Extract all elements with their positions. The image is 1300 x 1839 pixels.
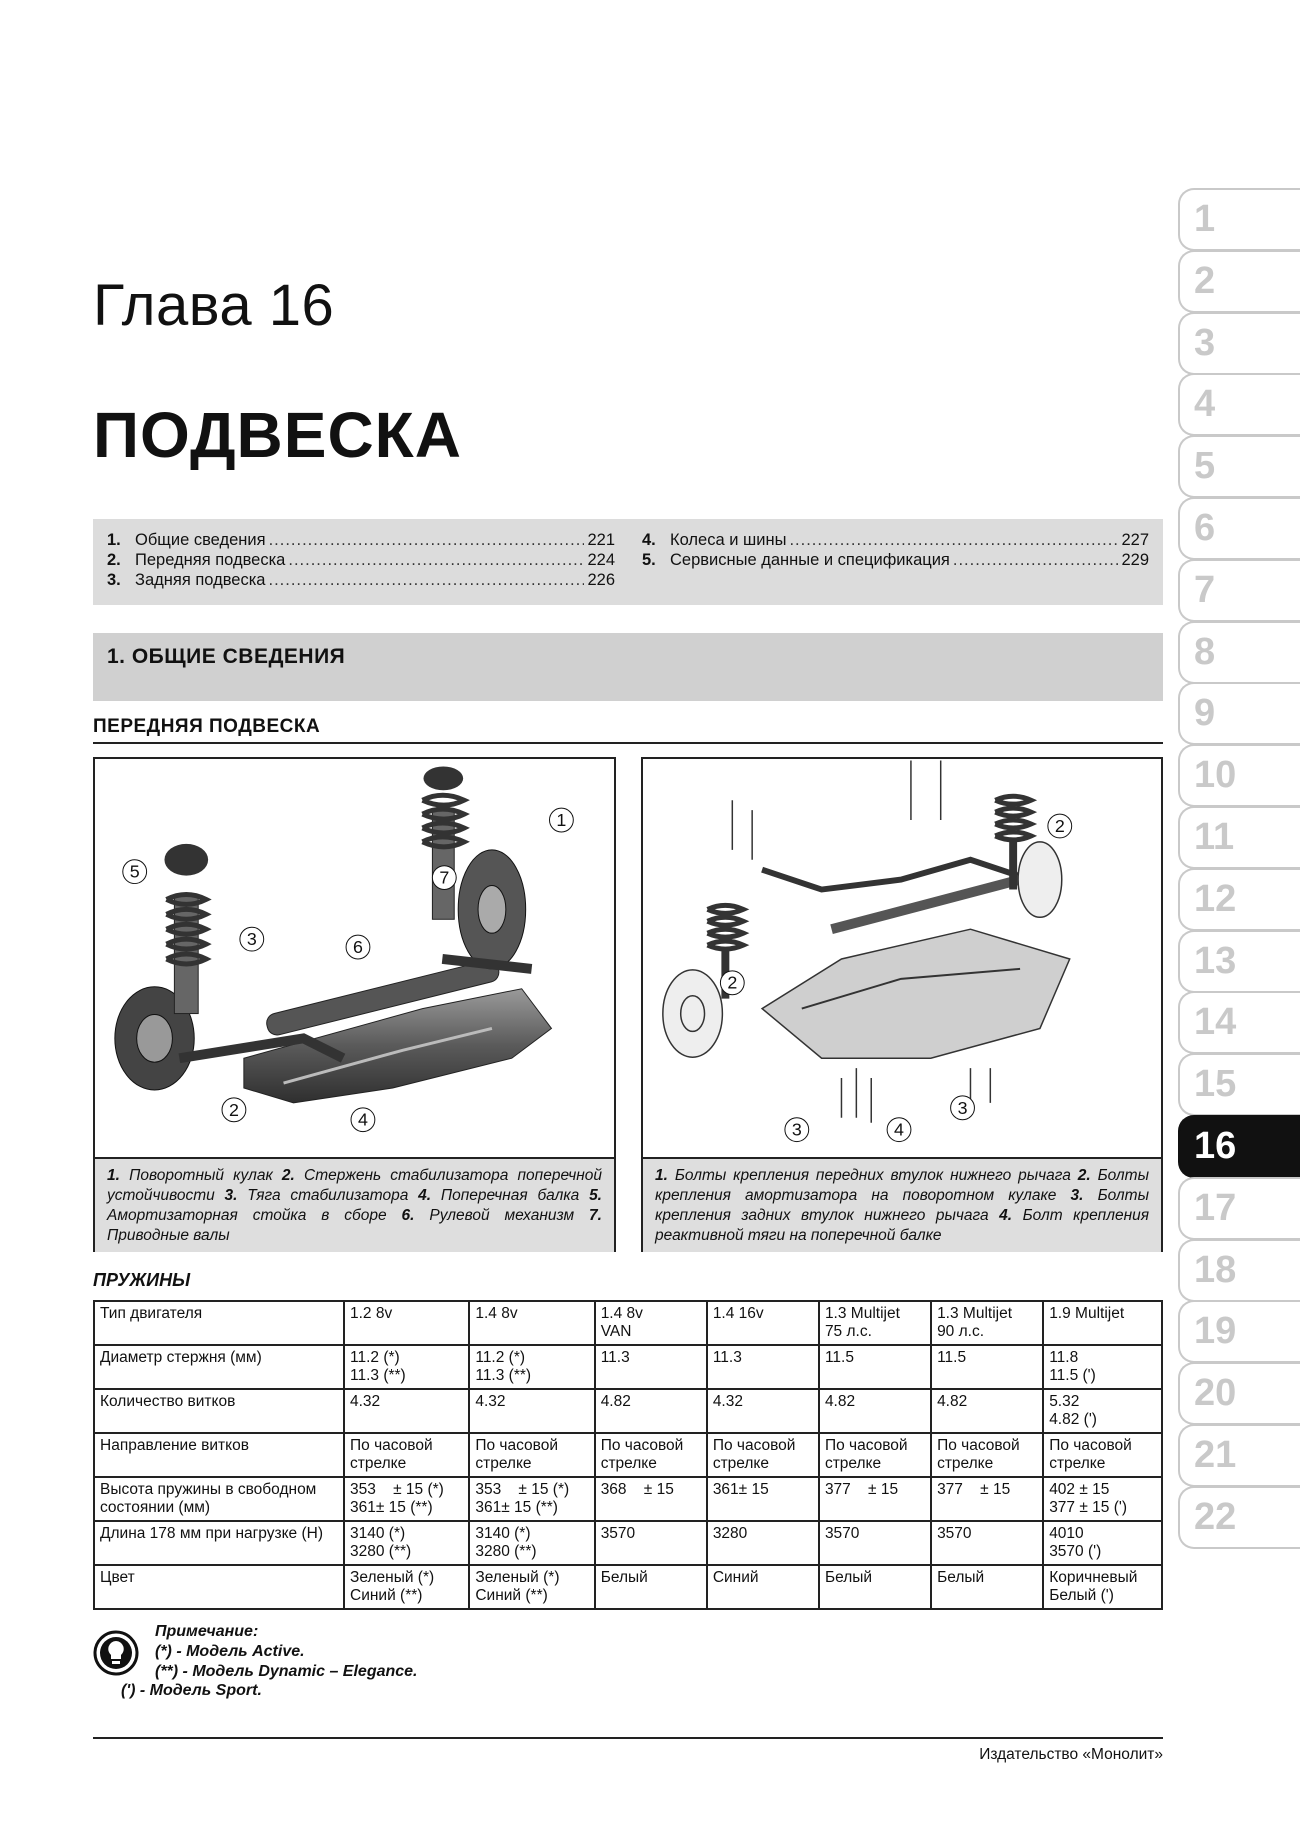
- cell-line: 4.32: [350, 1393, 381, 1410]
- contents-item[interactable]: [107, 571, 615, 591]
- contents-item-page: 221: [587, 531, 615, 549]
- table-cell: [1043, 1345, 1162, 1389]
- contents-item-number: 2.: [107, 551, 121, 569]
- table-cell: [469, 1389, 594, 1433]
- cell-line: 4.32: [712, 1393, 743, 1410]
- caption-text: Приводные валы: [107, 1227, 230, 1244]
- cell-line: По часовой: [937, 1437, 1020, 1454]
- note-title: Примечание:: [155, 1623, 259, 1640]
- front-suspension-heading: ПЕРЕДНЯЯ ПОДВЕСКА: [93, 716, 321, 737]
- table-cell: [819, 1565, 931, 1609]
- exploded-suspension-illustration: [643, 759, 1161, 1154]
- table-cell: [931, 1477, 1043, 1521]
- row-header: Цвет: [94, 1565, 344, 1609]
- cell-line: 3140 (*): [475, 1525, 531, 1542]
- cell-line: 3570 ('): [1049, 1543, 1102, 1560]
- cell-line: По часовой: [824, 1437, 908, 1454]
- table-cell: [595, 1477, 707, 1521]
- chapter-tab-18[interactable]: [1178, 1239, 1300, 1302]
- cell-line: 1.9 Multijet: [1049, 1305, 1125, 1322]
- table-cell: [344, 1345, 469, 1389]
- cell-line: 1.4 16v: [712, 1305, 764, 1322]
- cell-line: Синий: [712, 1569, 759, 1586]
- chapter-tab-20[interactable]: [1178, 1362, 1300, 1425]
- table-cell: [469, 1433, 594, 1477]
- table-cell: [1043, 1433, 1162, 1477]
- cell-line: 1.3 Multijet: [937, 1305, 1013, 1322]
- table-cell: [931, 1301, 1043, 1345]
- chapter-tab-label: 16: [1194, 1125, 1237, 1167]
- contents-item-number: 4.: [642, 531, 656, 549]
- cell-line: 361± 15 (**): [475, 1499, 558, 1516]
- chapter-tab-label: 17: [1194, 1186, 1237, 1229]
- cell-line: 11.5: [824, 1349, 854, 1366]
- chapter-tab-label: 12: [1194, 877, 1237, 920]
- caption-text: Болт крепления реактивной тяги на поперечной балке: [655, 1207, 1150, 1244]
- cell-line: Синий (**): [475, 1587, 548, 1604]
- cell-line: 11.5: [937, 1349, 967, 1366]
- table-cell: [344, 1521, 469, 1565]
- chapter-label: Глава 16: [93, 273, 335, 338]
- leader-dots: [268, 571, 584, 590]
- cell-line: 361± 15: [712, 1481, 769, 1498]
- chapter-tab-label: 7: [1194, 568, 1216, 611]
- chapter-tab-3[interactable]: [1178, 312, 1300, 375]
- caption-number: 1.: [655, 1167, 668, 1184]
- caption-number: 2.: [1077, 1167, 1091, 1184]
- table-cell: [707, 1389, 819, 1433]
- cell-line: 4.82 ('): [1049, 1411, 1097, 1428]
- contents-item-page: 224: [587, 551, 615, 569]
- cell-line: 377 ± 15: [824, 1481, 899, 1498]
- chapter-tab-12[interactable]: [1178, 868, 1300, 931]
- chapter-tab-15[interactable]: [1178, 1053, 1300, 1116]
- chapter-tab-label: 9: [1194, 692, 1216, 735]
- cell-line: 377 ± 15: [937, 1481, 1011, 1498]
- table-row: [94, 1345, 1162, 1389]
- cell-line: стрелке: [937, 1455, 994, 1472]
- contents-item-number: 1.: [107, 531, 121, 549]
- table-cell: [469, 1301, 594, 1345]
- cell-line: По часовой: [712, 1437, 796, 1454]
- cell-line: 11.3 (**): [350, 1367, 406, 1384]
- cell-line: 4.82: [600, 1393, 631, 1410]
- contents-item-number: 3.: [107, 571, 121, 589]
- chapter-tab-label: 11: [1194, 816, 1235, 858]
- leader-dots: [288, 551, 584, 570]
- table-cell: [707, 1565, 819, 1609]
- chapter-tab-7[interactable]: [1178, 559, 1300, 622]
- table-cell: [931, 1433, 1043, 1477]
- leader-dots: [953, 551, 1119, 570]
- cell-line: По часовой: [350, 1437, 433, 1454]
- cell-line: 5.32: [1049, 1393, 1080, 1410]
- table-cell: [344, 1433, 469, 1477]
- row-header: Высота пружины в свободном состоянии (мм): [94, 1477, 344, 1521]
- caption-text: Поворотный кулак: [119, 1167, 282, 1184]
- front-suspension-illustration: [95, 759, 614, 1154]
- cell-line: стрелке: [475, 1455, 532, 1472]
- footer-rule: [93, 1737, 1163, 1739]
- callout-6: 6: [353, 937, 363, 958]
- chapter-tab-label: 10: [1194, 754, 1237, 797]
- section-bar: [93, 633, 1163, 701]
- heading-rule: [93, 742, 1163, 744]
- cell-line: 402 ± 15: [1049, 1481, 1110, 1498]
- callout-2-right: 2: [1054, 815, 1065, 836]
- cell-line: 3570: [824, 1525, 860, 1542]
- caption-number: 3.: [1070, 1187, 1084, 1204]
- chapter-tab-5[interactable]: [1178, 435, 1300, 498]
- cell-line: 3570: [937, 1525, 972, 1542]
- table-cell: [819, 1345, 931, 1389]
- chapter-tab-10[interactable]: [1178, 744, 1300, 807]
- contents-item[interactable]: [642, 551, 1149, 571]
- lightbulb-icon: [93, 1630, 139, 1676]
- cell-line: 353 ± 15 (*): [350, 1481, 444, 1498]
- publisher-name: Издательство «Монолит»: [979, 1746, 1163, 1763]
- row-header: Диаметр стержня (мм): [94, 1345, 344, 1389]
- callout-4: 4: [894, 1119, 904, 1140]
- contents-item-page: 226: [587, 571, 615, 589]
- callout-3-right: 3: [957, 1097, 968, 1118]
- chapter-tab-17[interactable]: [1178, 1177, 1300, 1240]
- caption-text: Стержень стабилизатора поперечной устойчивости: [107, 1167, 602, 1204]
- caption-number: 4.: [418, 1187, 432, 1204]
- figure-caption: [95, 1157, 614, 1252]
- caption-number: 1.: [107, 1167, 120, 1184]
- caption-number: 2.: [281, 1167, 295, 1184]
- callout-2: 2: [228, 1099, 239, 1120]
- section-title: 1. ОБЩИЕ СВЕДЕНИЯ: [107, 645, 346, 668]
- table-cell: [931, 1565, 1043, 1609]
- cell-line: Зеленый (*): [475, 1569, 560, 1586]
- cell-line: 3280: [712, 1525, 748, 1542]
- caption-number: 5.: [589, 1187, 602, 1204]
- cell-line: 11.2 (*): [350, 1349, 400, 1366]
- chapter-tab-label: 22: [1194, 1495, 1237, 1538]
- contents-item[interactable]: [107, 551, 615, 571]
- contents-item-label: Общие сведения: [135, 531, 266, 549]
- cell-line: стрелке: [824, 1455, 882, 1472]
- cell-line: 11.5 ('): [1049, 1367, 1096, 1384]
- cell-line: Белый: [824, 1569, 873, 1586]
- contents-item-label: Задняя подвеска: [135, 571, 266, 589]
- cell-line: Белый ('): [1049, 1587, 1114, 1604]
- cell-line: 4.32: [475, 1393, 506, 1410]
- table-cell: [707, 1345, 819, 1389]
- cell-line: 4010: [1049, 1525, 1084, 1542]
- chapter-tab-label: 6: [1194, 507, 1216, 549]
- caption-text: Тяга стабилизатора: [237, 1187, 419, 1204]
- note-line: (*) - Модель Active.: [155, 1643, 305, 1660]
- table-cell: [344, 1565, 469, 1609]
- cell-line: 1.4 8v: [475, 1305, 518, 1322]
- cell-line: стрелке: [600, 1455, 657, 1472]
- table-cell: [707, 1477, 819, 1521]
- table-cell: [931, 1521, 1043, 1565]
- chapter-tab-22[interactable]: [1178, 1486, 1300, 1549]
- chapter-tab-label: 20: [1194, 1372, 1237, 1415]
- cell-line: Белый: [937, 1569, 985, 1586]
- callout-3: 3: [246, 929, 257, 950]
- chapter-tab-6[interactable]: [1178, 497, 1300, 560]
- contents-column-right: [642, 531, 1149, 571]
- front-suspension-figure: [93, 757, 616, 1252]
- springs-heading: ПРУЖИНЫ: [93, 1270, 191, 1290]
- chapter-tab-1[interactable]: [1178, 188, 1300, 251]
- chapter-tab-label: 1: [1194, 198, 1216, 240]
- table-cell: [595, 1301, 707, 1345]
- chapter-tab-13[interactable]: [1178, 930, 1300, 993]
- contents-column-left: [107, 531, 615, 591]
- chapter-tab-label: 13: [1194, 939, 1237, 982]
- cell-line: Зеленый (*): [350, 1569, 435, 1586]
- callout-1: 1: [556, 810, 567, 831]
- callout-3-left: 3: [791, 1119, 802, 1140]
- note-text: [155, 1622, 418, 1682]
- table-cell: [819, 1433, 931, 1477]
- chapter-tab-9[interactable]: [1178, 682, 1300, 745]
- cell-line: стрелке: [1049, 1455, 1106, 1472]
- note-line: (') - Модель Sport.: [121, 1682, 262, 1699]
- callout-7: 7: [439, 867, 450, 888]
- table-cell: [344, 1301, 469, 1345]
- cell-line: 11.3: [600, 1349, 630, 1366]
- chapter-tab-4[interactable]: [1178, 373, 1300, 436]
- callout-5: 5: [129, 861, 140, 882]
- row-header: Длина 178 мм при нагрузке (Н): [94, 1521, 344, 1565]
- table-cell: [595, 1521, 707, 1565]
- table-cell: [707, 1433, 819, 1477]
- leader-dots: [789, 531, 1118, 550]
- contents-item-page: 227: [1121, 531, 1149, 549]
- contents-item[interactable]: [642, 531, 1149, 551]
- suspension-bolts-figure: [641, 757, 1163, 1252]
- table-cell: [595, 1389, 707, 1433]
- table-cell: [819, 1521, 931, 1565]
- cell-line: 353 ± 15 (*): [475, 1481, 570, 1498]
- cell-line: 3570: [600, 1525, 636, 1542]
- table-cell: [1043, 1301, 1162, 1345]
- contents-item-label: Сервисные данные и спецификация: [670, 551, 950, 569]
- cell-line: 1.2 8v: [350, 1305, 393, 1322]
- chapter-tab-11[interactable]: [1178, 806, 1300, 869]
- contents-item[interactable]: [107, 531, 615, 551]
- table-cell: [469, 1345, 594, 1389]
- cell-line: По часовой: [475, 1437, 558, 1454]
- row-header: Тип двигателя: [94, 1301, 344, 1345]
- chapter-tab-label: 4: [1194, 383, 1216, 426]
- cell-line: 11.3 (**): [475, 1367, 532, 1384]
- cell-line: VAN: [600, 1323, 632, 1340]
- table-cell: [469, 1521, 594, 1565]
- row-header: Количество витков: [94, 1389, 344, 1433]
- chapter-tab-label: 19: [1194, 1310, 1237, 1353]
- table-cell: [595, 1345, 707, 1389]
- table-cell: [931, 1345, 1043, 1389]
- callout-4: 4: [357, 1109, 368, 1130]
- contents-item-label: Передняя подвеска: [135, 551, 286, 569]
- caption-number: 4.: [999, 1207, 1013, 1224]
- table-cell: [707, 1301, 819, 1345]
- table-cell: [819, 1477, 931, 1521]
- note-line: (**) - Модель Dynamic – Elegance.: [155, 1663, 418, 1680]
- row-header: Направление витков: [94, 1433, 344, 1477]
- table-cell: [1043, 1477, 1162, 1521]
- caption-number: 6.: [401, 1207, 415, 1224]
- note-block: [93, 1622, 693, 1702]
- cell-line: 1.4 8v: [600, 1305, 643, 1322]
- chapter-tab-2[interactable]: [1178, 250, 1300, 313]
- cell-line: Белый: [600, 1569, 648, 1586]
- contents-item-page: 229: [1121, 551, 1149, 569]
- cell-line: 377 ± 15 ('): [1049, 1499, 1127, 1516]
- chapter-tab-label: 18: [1194, 1248, 1237, 1291]
- chapter-tab-14[interactable]: [1178, 991, 1300, 1054]
- table-cell: [1043, 1521, 1162, 1565]
- caption-text: Болты крепления передних втулок нижнего рычага: [667, 1167, 1078, 1184]
- chapter-tab-label: 5: [1194, 445, 1216, 488]
- table-row: [94, 1521, 1162, 1565]
- table-row: [94, 1301, 1162, 1345]
- contents-item-number: 5.: [642, 551, 656, 569]
- cell-line: 3140 (*): [350, 1525, 406, 1542]
- chapter-tab-8[interactable]: [1178, 621, 1300, 684]
- caption-text: Болты крепления амортизатора на поворотном кулаке: [655, 1167, 1149, 1204]
- contents-item-label: Колеса и шины: [670, 531, 787, 549]
- figure-caption: [643, 1157, 1161, 1252]
- springs-table: [93, 1300, 1163, 1610]
- chapter-tab-label: 14: [1194, 1001, 1237, 1044]
- caption-text: Рулевой механизм: [414, 1207, 590, 1224]
- table-cell: [344, 1477, 469, 1521]
- caption-text: Болты крепления задних втулок нижнего рычага: [655, 1187, 1149, 1224]
- chapter-tab-16[interactable]: [1178, 1115, 1300, 1178]
- table-cell: [819, 1389, 931, 1433]
- chapter-tab-label: 21: [1194, 1434, 1237, 1476]
- cell-line: 361± 15 (**): [350, 1499, 433, 1516]
- chapter-tab-label: 15: [1194, 1063, 1237, 1106]
- cell-line: 90 л.с.: [937, 1323, 985, 1340]
- table-cell: [469, 1477, 594, 1521]
- table-row: [94, 1433, 1162, 1477]
- cell-line: 4.82: [824, 1393, 856, 1410]
- cell-line: 3280 (**): [475, 1543, 537, 1560]
- cell-line: 1.3 Multijet: [824, 1305, 900, 1322]
- cell-line: 75 л.с.: [824, 1323, 872, 1340]
- table-cell: [707, 1521, 819, 1565]
- table-cell: [1043, 1389, 1162, 1433]
- caption-number: 7.: [589, 1207, 602, 1224]
- leader-dots: [269, 531, 585, 550]
- cell-line: 3280 (**): [350, 1543, 412, 1560]
- chapter-contents: [93, 519, 1163, 605]
- caption-text: Поперечная балка: [431, 1187, 590, 1204]
- table-cell: [344, 1389, 469, 1433]
- cell-line: 4.82: [937, 1393, 968, 1410]
- cell-line: стрелке: [712, 1455, 770, 1472]
- table-cell: [595, 1565, 707, 1609]
- chapter-tab-label: 3: [1194, 321, 1216, 364]
- cell-line: 368 ± 15: [600, 1481, 674, 1498]
- table-cell: [469, 1565, 594, 1609]
- cell-line: Синий (**): [350, 1587, 423, 1604]
- caption-number: 3.: [224, 1187, 238, 1204]
- table-row: [94, 1477, 1162, 1521]
- cell-line: 11.2 (*): [475, 1349, 526, 1366]
- table-cell: [931, 1389, 1043, 1433]
- table-row: [94, 1565, 1162, 1609]
- cell-line: 11.3: [712, 1349, 742, 1366]
- chapter-title: ПОДВЕСКА: [93, 399, 462, 471]
- table-row: [94, 1389, 1162, 1433]
- cell-line: 11.8: [1049, 1349, 1079, 1366]
- cell-line: стрелке: [350, 1455, 407, 1472]
- callout-2-left: 2: [727, 972, 738, 993]
- caption-text: Амортизаторная стойка в сборе: [107, 1207, 402, 1224]
- table-cell: [595, 1433, 707, 1477]
- chapter-tab-21[interactable]: [1178, 1424, 1300, 1487]
- table-cell: [1043, 1565, 1162, 1609]
- chapter-tab-label: 8: [1194, 630, 1216, 673]
- table-cell: [819, 1301, 931, 1345]
- cell-line: По часовой: [600, 1437, 684, 1454]
- cell-line: По часовой: [1049, 1437, 1132, 1454]
- cell-line: Коричневый: [1049, 1569, 1138, 1586]
- chapter-tab-label: 2: [1194, 259, 1216, 302]
- chapter-tab-19[interactable]: [1178, 1300, 1300, 1363]
